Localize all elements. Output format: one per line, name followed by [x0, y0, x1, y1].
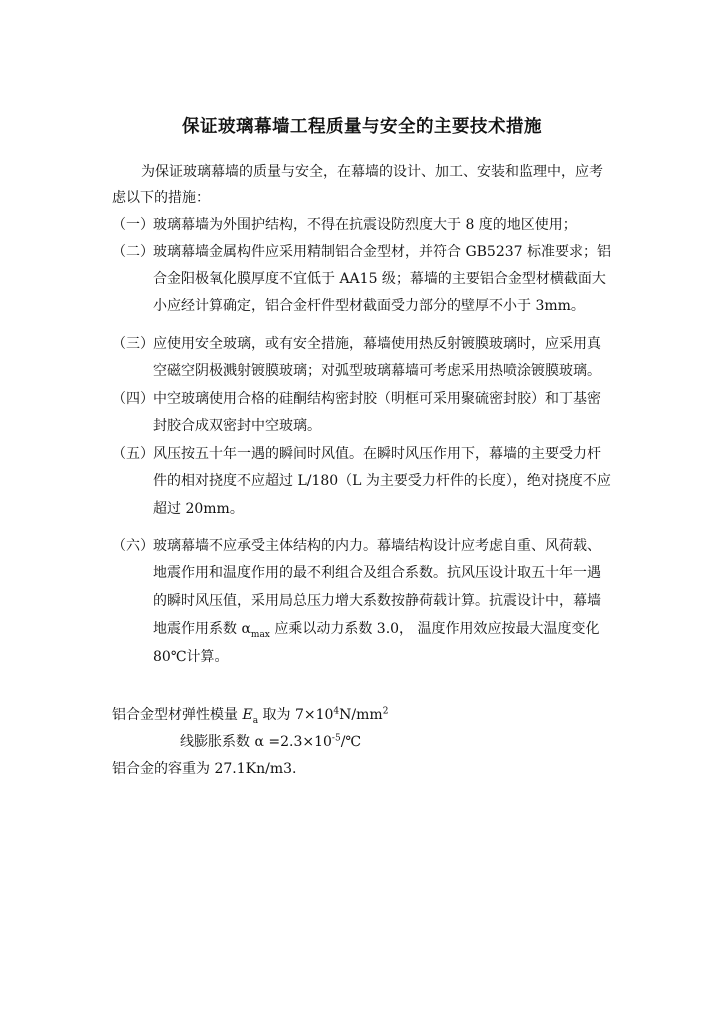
alpha-remainder: 应乘以动力系数 3.0， 温度作用效应按最大温度变化 — [269, 621, 600, 637]
expansion-label: 线膨胀系数 α =2.3×10 — [180, 734, 332, 750]
density-line: 铝合金的容重为 27.1Kn/m3. — [112, 761, 297, 777]
item-1-line-1: 玻璃幕墙为外围护结构，不得在抗震设防烈度大于 8 度的地区使用； — [153, 217, 577, 233]
alpha-subscript: max — [250, 629, 270, 640]
item-6-line-5: 80℃计算。 — [153, 649, 229, 665]
item-4-line-1: 中空玻璃使用合格的硅酮结构密封胶（明框可采用聚硫密封胶）和丁基密 — [153, 391, 601, 407]
item-6-line-4 — [153, 620, 600, 638]
expansion-unit: /℃ — [340, 734, 362, 750]
item-6-line-1: 玻璃幕墙不应承受主体结构的内力。幕墙结构设计应考虑自重、风荷载、 — [153, 538, 601, 554]
modulus-symbol-sub: a — [252, 715, 259, 726]
item-4-number: （四） — [112, 391, 154, 407]
item-5-line-3: 超过 20mm。 — [153, 501, 244, 517]
item-6-line-2: 地震作用和温度作用的最不利组合及组合系数。抗风压设计取五十年一遇 — [153, 565, 601, 581]
item-2-line-3: 小应经计算确定，铝合金杆件型材截面受力部分的壁厚不小于 3mm。 — [153, 298, 585, 314]
item-4-line-2: 封胶合成双密封中空玻璃。 — [153, 418, 321, 434]
alpha-label: 地震作用系数 α — [153, 621, 251, 637]
intro-line-2: 虑以下的措施： — [112, 190, 210, 206]
item-3-line-1: 应使用安全玻璃，或有安全措施，幕墙使用热反射镀膜玻璃时，应采用真 — [153, 336, 601, 352]
modulus-symbol: E — [242, 707, 253, 723]
modulus-exponent: 4 — [333, 706, 340, 717]
item-6-number: （六） — [112, 538, 154, 554]
item-2-number: （二） — [112, 244, 154, 260]
item-5-line-2: 件的相对挠度不应超过 L/180（L 为主要受力杆件的长度），绝对挠度不应 — [153, 473, 611, 489]
item-3-line-2: 空磁空阴极溅射镀膜玻璃；对弧型玻璃幕墙可考虑采用热喷涂镀膜玻璃。 — [153, 363, 601, 379]
modulus-unit: N/mm — [339, 707, 383, 723]
modulus-value: 取为 7×10 — [258, 707, 334, 723]
item-3-number: （三） — [112, 336, 154, 352]
page-title: 保证玻璃幕墙工程质量与安全的主要技术措施 — [182, 117, 542, 137]
modulus-label: 铝合金型材弹性模量 — [112, 707, 243, 723]
intro-line-1: 为保证玻璃幕墙的质量与安全，在幕墙的设计、加工、安装和监理中，应考 — [141, 164, 603, 180]
item-6-line-3: 的瞬时风压值，采用局总压力增大系数按静荷载计算。抗震设计中，幕墙 — [153, 593, 601, 609]
expansion-line — [180, 733, 361, 751]
item-2-line-1: 玻璃幕墙金属构件应采用精制铝合金型材，并符合 GB5237 标准要求；铝 — [153, 244, 611, 260]
item-1-number: （一） — [112, 217, 154, 233]
expansion-exponent: -5 — [331, 733, 341, 744]
item-5-line-1: 风压按五十年一遇的瞬间时风值。在瞬时风压作用下，幕墙的主要受力杆 — [153, 446, 601, 462]
item-2-line-2: 合金阳极氧化膜厚度不宜低于 AA15 级；幕墙的主要铝合金型材横截面大 — [153, 271, 606, 287]
modulus-unit-exponent: 2 — [382, 706, 389, 717]
modulus-line — [112, 706, 388, 724]
item-5-number: （五） — [112, 446, 154, 462]
